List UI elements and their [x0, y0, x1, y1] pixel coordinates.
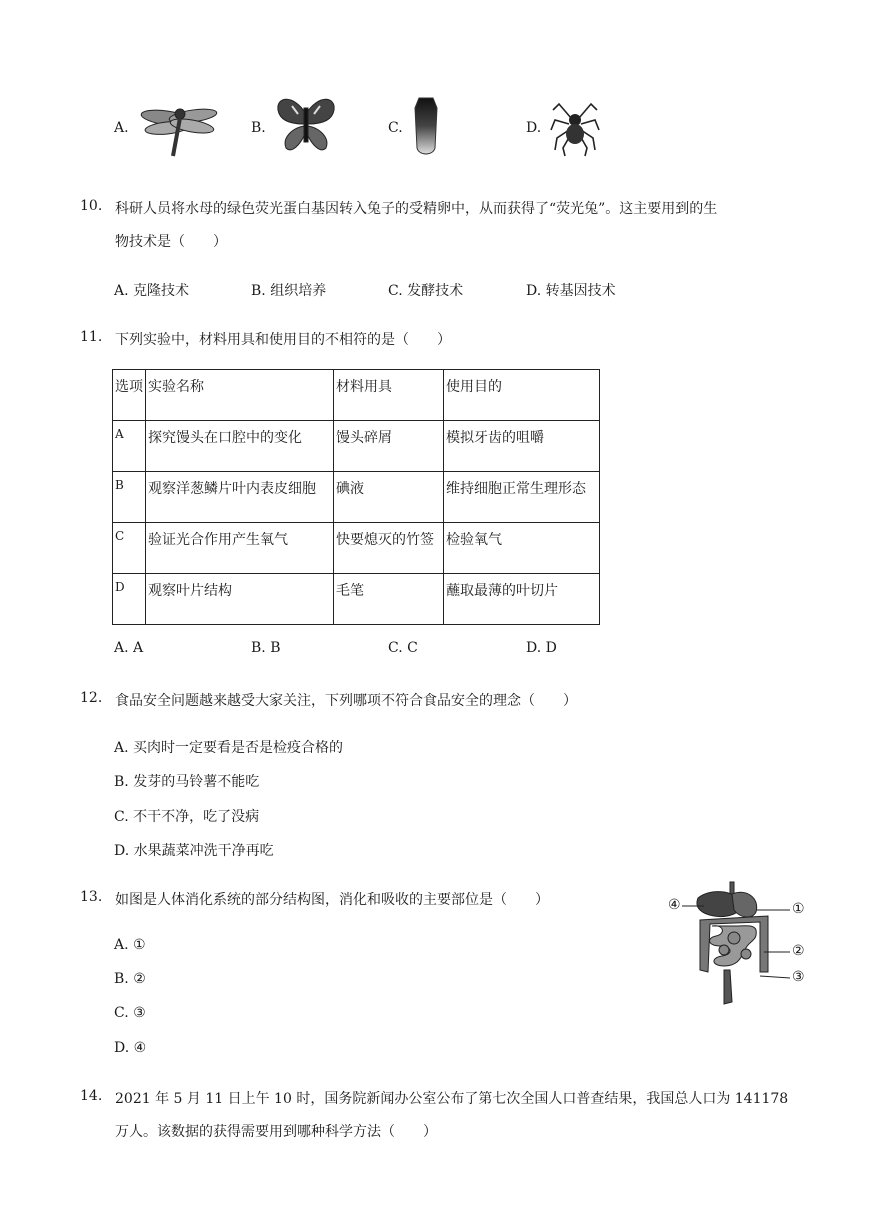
table-cell: 碘液	[334, 472, 444, 523]
table-cell: 观察叶片结构	[146, 574, 334, 625]
table-header-cell: 选项	[113, 370, 146, 421]
q12-option-a: A. 买肉时一定要看是否是检疫合格的	[114, 740, 344, 756]
table-row	[113, 523, 600, 574]
q13-option-a: A. ①	[114, 937, 146, 953]
table-header-cell: 材料用具	[334, 370, 444, 421]
question-number: 12.	[80, 690, 103, 706]
question-stem-line-2: 物技术是（ ）	[115, 234, 227, 250]
q13-option-b: B. ②	[114, 971, 146, 987]
table-cell: 验证光合作用产生氧气	[146, 523, 334, 574]
table-cell: 维持细胞正常生理形态	[444, 472, 600, 523]
figure-label-1: ①	[792, 901, 805, 917]
figure-label-4: ④	[668, 897, 681, 913]
table-cell: D	[113, 574, 146, 625]
question-stem-line-2: 万人。该数据的获得需要用到哪种科学方法（ ）	[115, 1124, 437, 1140]
butterfly-icon	[274, 94, 338, 156]
q9-option-a-label: A.	[114, 120, 129, 136]
table-row	[113, 574, 600, 625]
q10-option-d: D. 转基因技术	[526, 283, 616, 299]
table-cell: 蘸取最薄的叶切片	[444, 574, 600, 625]
table-cell: 馒头碎屑	[334, 421, 444, 472]
table-cell: 探究馒头在口腔中的变化	[146, 421, 334, 472]
q9-option-c-label: C.	[388, 120, 403, 136]
table-cell: 毛笔	[334, 574, 444, 625]
cicada-icon	[411, 94, 441, 160]
question-number: 14.	[80, 1088, 103, 1104]
q9-option-d-label: D.	[526, 120, 542, 136]
table-cell: 检验氧气	[444, 523, 600, 574]
q12-option-c: C. 不干不净，吃了没病	[114, 809, 260, 825]
table-row	[113, 472, 600, 523]
question-stem-line-1: 2021 年 5 月 11 日上午 10 时，国务院新闻办公室公布了第七次全国人口普查结果，我国总人口为 141178	[115, 1091, 789, 1107]
question-number: 10.	[80, 198, 103, 214]
q11-option-b: B. B	[251, 640, 281, 656]
q12-option-d: D. 水果蔬菜冲洗干净再吃	[114, 843, 274, 859]
q11-option-d: D. D	[526, 640, 557, 656]
q12-option-b: B. 发芽的马铃薯不能吃	[114, 774, 260, 790]
question-stem: 下列实验中，材料用具和使用目的不相符的是（ ）	[115, 332, 451, 348]
table-cell: A	[113, 421, 146, 472]
table-cell: B	[113, 472, 146, 523]
question-number: 13.	[80, 889, 103, 905]
question-stem: 如图是人体消化系统的部分结构图，消化和吸收的主要部位是（ ）	[115, 892, 549, 908]
q9-option-b-label: B.	[251, 120, 266, 136]
table-cell: 观察洋葱鳞片叶内表皮细胞	[146, 472, 334, 523]
question-stem: 食品安全问题越来越受大家关注，下列哪项不符合食品安全的理念（ ）	[115, 693, 577, 709]
question-number: 11.	[80, 329, 103, 345]
q13-option-d: D. ④	[114, 1040, 147, 1056]
table-cell: 快要熄灭的竹签	[334, 523, 444, 574]
digestive-system-figure	[664, 880, 814, 1006]
experiment-table	[112, 369, 600, 625]
dragonfly-icon	[137, 94, 223, 158]
figure-label-2: ②	[792, 943, 805, 959]
table-header-row	[113, 370, 600, 421]
q11-option-c: C. C	[388, 640, 418, 656]
q13-option-c: C. ③	[114, 1005, 146, 1021]
spider-icon	[549, 94, 601, 158]
table-header-cell: 使用目的	[444, 370, 600, 421]
table-cell: C	[113, 523, 146, 574]
q10-option-c: C. 发酵技术	[388, 283, 464, 299]
table-row	[113, 421, 600, 472]
q10-option-a: A. 克隆技术	[114, 283, 190, 299]
table-cell: 模拟牙齿的咀嚼	[444, 421, 600, 472]
figure-label-3: ③	[792, 969, 805, 985]
question-stem-line-1: 科研人员将水母的绿色荧光蛋白基因转入兔子的受精卵中，从而获得了“荧光兔”。这主要用到的生	[115, 201, 718, 217]
q11-option-a: A. A	[114, 640, 144, 656]
q10-option-b: B. 组织培养	[251, 283, 327, 299]
table-header-cell: 实验名称	[146, 370, 334, 421]
